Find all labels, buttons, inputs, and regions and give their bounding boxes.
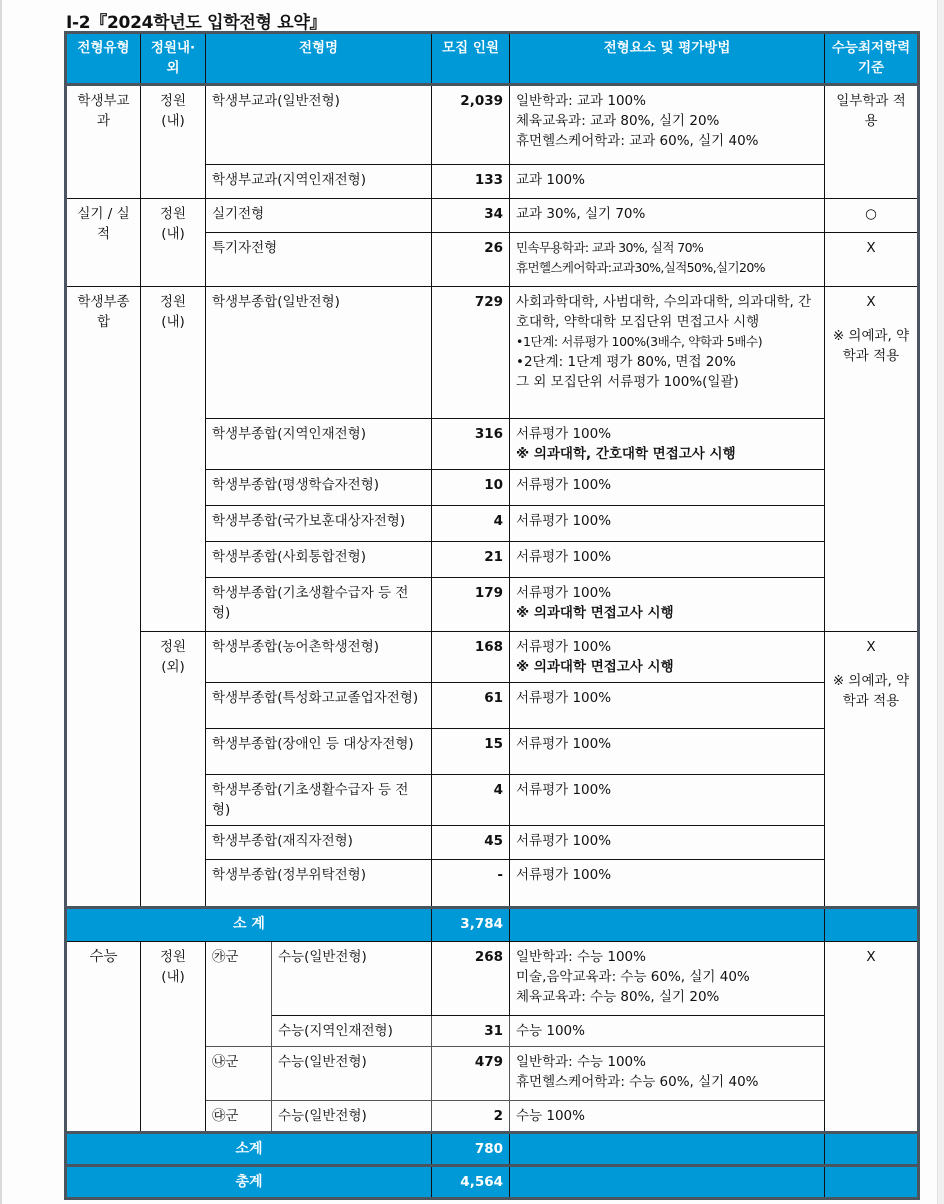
total-empty [825, 1166, 919, 1199]
method-line: 휴먼헬스케어학과:교과30%,실적50%,실기20% [516, 260, 765, 275]
name-cell: 학생부교과(일반전형) [206, 85, 432, 165]
name-cell: 학생부종합(기초생활수급자 등 전형) [206, 775, 432, 826]
method-note: ※ 의과대학 면접고사 시행 [516, 605, 674, 621]
csat-min-cell: X [825, 942, 919, 1133]
method-cell: 수능 100% [510, 1016, 825, 1047]
count-cell: 316 [432, 419, 510, 470]
name-cell: 수능(일반전형) [272, 942, 432, 1016]
count-cell: 61 [432, 683, 510, 729]
method-cell [510, 1047, 825, 1101]
method-line: 일반학과: 교과 100% [516, 93, 646, 109]
table-row [66, 942, 919, 1016]
method-cell: 서류평가 100% [510, 542, 825, 578]
count-cell: 4 [432, 506, 510, 542]
csat-min-mark: X [866, 639, 876, 655]
count-cell: 2 [432, 1101, 510, 1133]
type-cell: 실기 / 실적 [66, 199, 141, 287]
method-cell: 서류평가 100% [510, 775, 825, 826]
method-cell: 수능 100% [510, 1101, 825, 1133]
group-cell: ㉮군 [206, 942, 272, 1047]
subtotal-label: 소계 [66, 1133, 432, 1166]
admission-summary-table [64, 31, 920, 1200]
subtotal-count: 780 [432, 1133, 510, 1166]
method-line: 휴먼헬스케어학과: 수능 60%, 실기 40% [516, 1074, 759, 1090]
method-note: ※ 의과대학 면접고사 시행 [516, 659, 674, 675]
group-cell: ㉯군 [206, 1047, 272, 1101]
quota-cell: 정원 (내) [141, 199, 206, 287]
method-line: 일반학과: 수능 100% [516, 1054, 646, 1070]
csat-min-cell [825, 287, 919, 632]
method-cell: 서류평가 100% [510, 860, 825, 908]
name-cell: 학생부종합(지역인재전형) [206, 419, 432, 470]
count-cell: 34 [432, 199, 510, 233]
csat-min-cell [825, 632, 919, 908]
name-cell: 수능(지역인재전형) [272, 1016, 432, 1047]
col-header-quota: 정원내·외 [141, 33, 206, 85]
method-cell [510, 578, 825, 632]
name-cell: 학생부종합(재직자전형) [206, 826, 432, 860]
col-header-method: 전형요소 및 평가방법 [510, 33, 825, 85]
method-cell: 서류평가 100% [510, 729, 825, 775]
name-cell: 학생부종합(농어촌학생전형) [206, 632, 432, 683]
quota-cell: 정원 (내) [141, 287, 206, 632]
count-cell: 45 [432, 826, 510, 860]
total-row [66, 1166, 919, 1199]
table-row [66, 199, 919, 233]
count-cell: 31 [432, 1016, 510, 1047]
method-line: •2단계: 1단계 평가 80%, 면접 20% [516, 354, 736, 370]
count-cell: 10 [432, 470, 510, 506]
name-cell: 학생부종합(기초생활수급자 등 전형) [206, 578, 432, 632]
name-cell: 수능(일반전형) [272, 1047, 432, 1101]
count-cell: 4 [432, 775, 510, 826]
subtotal-empty [825, 1133, 919, 1166]
name-cell: 학생부교과(지역인재전형) [206, 165, 432, 199]
name-cell: 학생부종합(일반전형) [206, 287, 432, 419]
name-cell: 특기자전형 [206, 233, 432, 287]
method-cell [510, 233, 825, 287]
method-cell: 교과 100% [510, 165, 825, 199]
total-count: 4,564 [432, 1166, 510, 1199]
col-header-count: 모집 인원 [432, 33, 510, 85]
method-cell: 서류평가 100% [510, 683, 825, 729]
count-cell: 729 [432, 287, 510, 419]
quota-cell: 정원 (외) [141, 632, 206, 908]
csat-min-note: ※ 의예과, 약학과 적용 [832, 673, 910, 709]
method-line: 체육교육과: 교과 80%, 실기 20% [516, 113, 720, 129]
col-header-type: 전형유형 [66, 33, 141, 85]
method-line: 민속무용학과: 교과 30%, 실적 70% [516, 240, 704, 255]
subtotal-label: 소 계 [66, 908, 432, 942]
total-empty [510, 1166, 825, 1199]
method-cell [510, 632, 825, 683]
count-cell: 133 [432, 165, 510, 199]
method-cell: 교과 30%, 실기 70% [510, 199, 825, 233]
count-cell: 479 [432, 1047, 510, 1101]
method-line: 서류평가 100% [516, 639, 612, 655]
csat-min-mark: X [866, 294, 876, 310]
name-cell: 학생부종합(특성화고교졸업자전형) [206, 683, 432, 729]
header-row [66, 33, 919, 85]
table-row [66, 632, 919, 683]
subtotal-empty [510, 1133, 825, 1166]
table-row [66, 287, 919, 419]
subtotal-empty [510, 908, 825, 942]
csat-min-cell: 일부학과 적용 [825, 85, 919, 199]
count-cell: 26 [432, 233, 510, 287]
method-line: •1단계: 서류평가 100%(3배수, 약학과 5배수) [516, 334, 763, 349]
method-cell: 서류평가 100% [510, 506, 825, 542]
method-line: 사회과학대학, 사범대학, 수의과대학, 의과대학, 간호대학, 약학대학 모집단위 면접고사 시행 [516, 294, 812, 330]
method-line: 일반학과: 수능 100% [516, 949, 646, 965]
name-cell: 수능(일반전형) [272, 1101, 432, 1133]
scrollbar-track[interactable] [937, 0, 944, 1204]
method-cell: 서류평가 100% [510, 470, 825, 506]
page-title: Ⅰ-2『2024학년도 입학전형 요약』 [66, 13, 327, 33]
method-cell: 서류평가 100% [510, 826, 825, 860]
quota-cell: 정원 (내) [141, 942, 206, 1133]
table-row [66, 85, 919, 165]
method-line: 서류평가 100% [516, 426, 612, 442]
col-header-name: 전형명 [206, 33, 432, 85]
type-cell: 학생부종합 [66, 287, 141, 908]
name-cell: 학생부종합(사회통합전형) [206, 542, 432, 578]
method-cell [510, 287, 825, 419]
name-cell: 학생부종합(국가보훈대상자전형) [206, 506, 432, 542]
method-cell [510, 85, 825, 165]
method-line: 체육교육과: 수능 80%, 실기 20% [516, 989, 720, 1005]
name-cell: 학생부종합(장애인 등 대상자전형) [206, 729, 432, 775]
name-cell: 학생부종합(정부위탁전형) [206, 860, 432, 908]
name-cell: 실기전형 [206, 199, 432, 233]
method-line: 그 외 모집단위 서류평가 100%(일괄) [516, 374, 739, 390]
count-cell: 168 [432, 632, 510, 683]
subtotal-row [66, 1133, 919, 1166]
name-cell: 학생부종합(평생학습자전형) [206, 470, 432, 506]
count-cell: - [432, 860, 510, 908]
subtotal-empty [825, 908, 919, 942]
count-cell: 179 [432, 578, 510, 632]
method-note: ※ 의과대학, 간호대학 면접고사 시행 [516, 446, 736, 462]
method-line: 서류평가 100% [516, 585, 612, 601]
page-edge [0, 0, 2, 1204]
type-cell: 수능 [66, 942, 141, 1133]
method-cell [510, 419, 825, 470]
total-label: 총계 [66, 1166, 432, 1199]
method-line: 휴먼헬스케어학과: 교과 60%, 실기 40% [516, 133, 759, 149]
count-cell: 268 [432, 942, 510, 1016]
method-line: 미술,음악교육과: 수능 60%, 실기 40% [516, 969, 750, 985]
count-cell: 15 [432, 729, 510, 775]
group-cell: ㉰군 [206, 1101, 272, 1133]
count-cell: 21 [432, 542, 510, 578]
method-cell [510, 942, 825, 1016]
csat-min-note: ※ 의예과, 약학과 적용 [832, 328, 910, 364]
subtotal-row [66, 908, 919, 942]
quota-cell: 정원 (내) [141, 85, 206, 199]
type-cell: 학생부교과 [66, 85, 141, 199]
col-header-csat-min: 수능최저학력기준 [825, 33, 919, 85]
csat-min-cell: ○ [825, 199, 919, 233]
csat-min-cell: X [825, 233, 919, 287]
count-cell: 2,039 [432, 85, 510, 165]
subtotal-count: 3,784 [432, 908, 510, 942]
